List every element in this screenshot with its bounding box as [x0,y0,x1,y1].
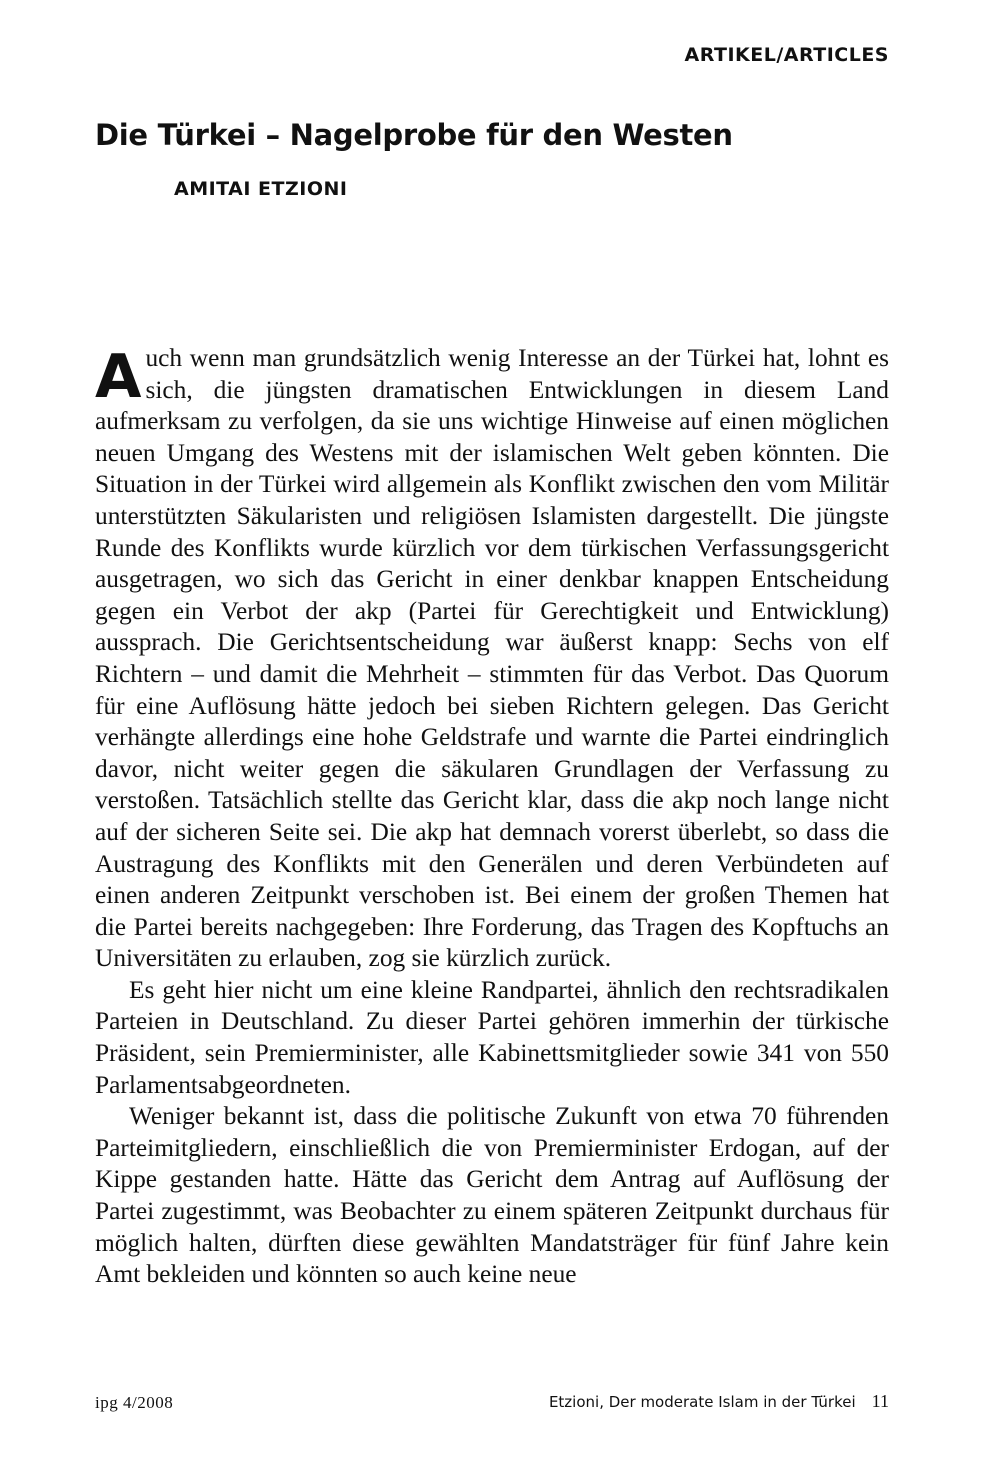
article-body [95,343,889,1291]
footer-running-title: Etzioni, Der moderate Islam in der Türkei [548,1393,856,1411]
page-number: 11 [871,1391,889,1411]
article-author: AMITAI ETZIONI [174,178,348,200]
footer-journal: ipg 4/2008 [95,1393,174,1412]
footer-running-head [549,1391,889,1412]
article-title: Die Türkei – Nagelprobe für den Westen [95,118,733,152]
paragraph-2: Es geht hier nicht um eine kleine Randpartei, ähnlich den rechtsradikalen Parteien in Deutschland. Zu dieser Partei gehören immerhin der türkische Präsident, sein Premierminister, alle Kabinettsmitglieder sowie 341 von 550 Parlamentsabgeordneten. [95,975,889,1099]
drop-cap: A [95,342,142,412]
paragraph-3: Weniger bekannt ist, dass die politische Zukunft von etwa 70 führenden Parteimitgliedern, einschließlich die von Premierminister Erdogan, auf der Kippe gestanden hatte. Hätte das Gericht dem Antrag auf Auflösung der Partei zugestimmt, was Beobachter zu einem späteren Zeitpunkt durchaus für möglich halten, dürften diese gewählten Mandatsträger für fünf Jahre kein Amt bekleiden und könnten so auch keine neue [95,1102,889,1289]
paragraph-1 [95,343,889,975]
section-label: ARTIKEL/ARTICLES [684,44,889,66]
paragraph-1-text: uch wenn man grundsätzlich wenig Interesse an der Türkei hat, lohnt es sich, die jüngsten dramatischen Entwicklungen in diesem Land aufmerksam zu verfolgen, da sie uns wichtige Hinweise auf einen möglichen neuen Umgang des Westens mit der islamischen Welt geben könnten. Die Situation in der Türkei wird allgemein als Konflikt zwischen den vom Militär unterstützten Säkularisten und religiösen Islamisten dargestellt. Die jüngste Runde des Konflikts wurde kürzlich vor dem türkischen Verfassungsgericht ausgetragen, wo sich das Gericht in einer denkbar knappen Entscheidung gegen ein Verbot der akp (Partei für Gerechtigkeit und Entwicklung) aussprach. Die Gerichtsentscheidung war äußerst knapp: Sechs von elf Richtern – und damit die Mehrheit – stimmten für das Verbot. Das Quorum für eine Auflösung hätte jedoch bei sieben Richtern gelegen. Das Gericht verhängte allerdings eine hohe Geldstrafe und warnte die Partei eindringlich davor, nicht weiter gegen die säkularen Grundlagen der Verfassung zu verstoßen. Tatsächlich stellte das Gericht klar, dass die akp noch lange nicht auf der sicheren Seite sei. Die akp hat demnach vorerst überlebt, so dass die Austragung des Konflikts mit den Generälen und deren Verbündeten auf einen anderen Zeitpunkt verschoben ist. Bei einem der großen Themen hat die Partei bereits nachgegeben: Ihre Forderung, das Tragen des Kopftuchs an Universitäten zu erlauben, zog sie kürzlich zurück. [95,344,889,973]
